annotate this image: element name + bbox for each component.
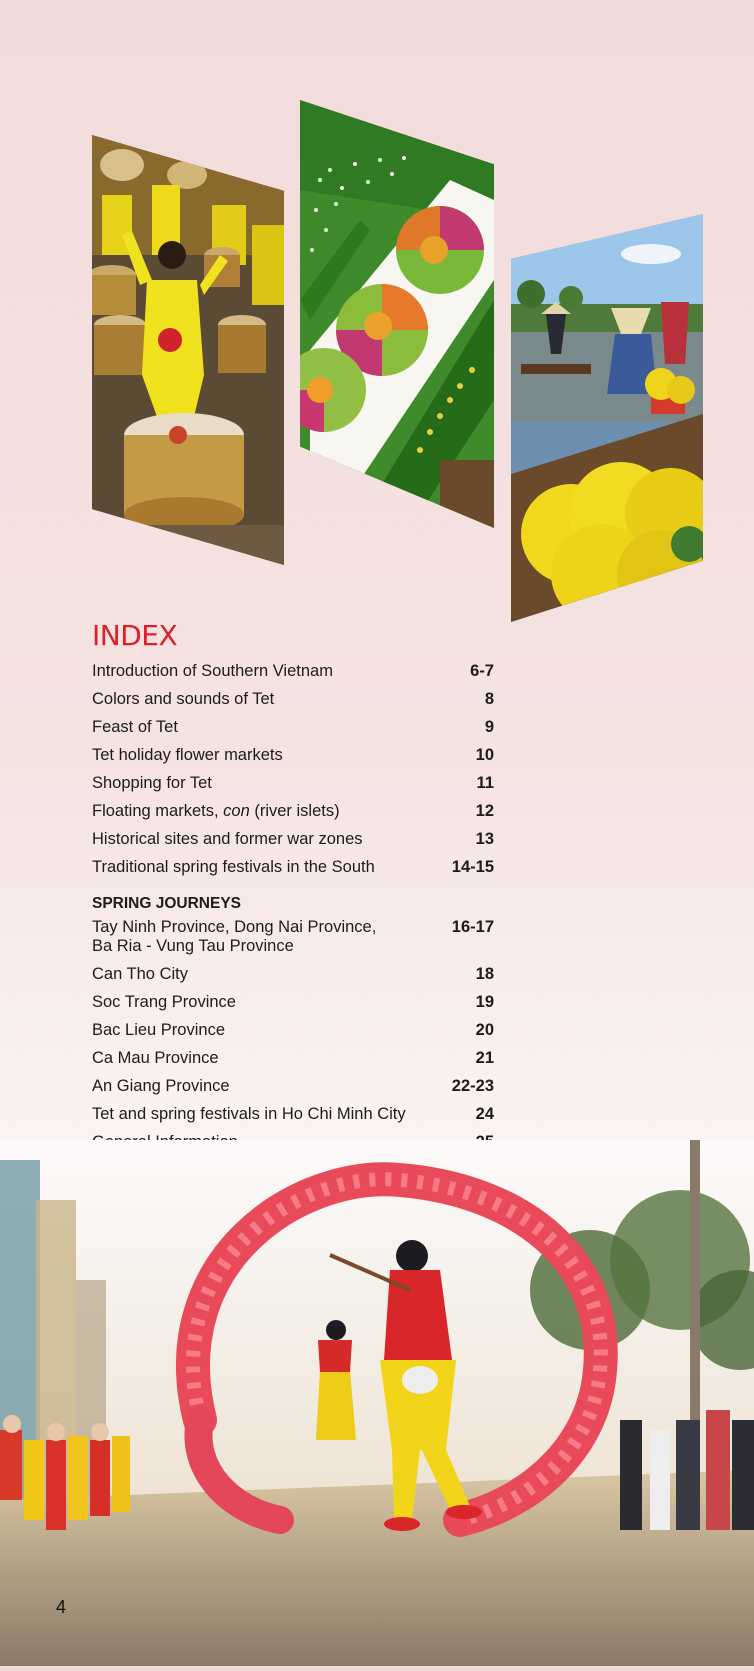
index-entry <box>92 774 494 793</box>
page-number: 4 <box>56 1597 67 1617</box>
entry-title: Ca Mau Province <box>92 1049 219 1067</box>
index-entry <box>92 662 494 681</box>
entry-title: Soc Trang Province <box>92 993 236 1011</box>
entry-title: Colors and sounds of Tet <box>92 690 275 708</box>
entry-pages: 6-7 <box>470 662 494 680</box>
entry-pages: 9 <box>484 718 494 736</box>
entry-title: Shopping for Tet <box>92 774 212 792</box>
entry-pages: 8 <box>484 690 494 708</box>
entry-title: Introduction of Southern Vietnam <box>92 662 333 680</box>
photo-sticky-rice-cakes <box>300 100 494 528</box>
entry-pages: 13 <box>475 830 494 848</box>
entry-title: Can Tho City <box>92 965 188 983</box>
index-entry <box>92 918 494 956</box>
index-entry <box>92 1105 494 1124</box>
photo-dragon-dance <box>0 1140 754 1666</box>
entry-pages: 14-15 <box>451 858 494 876</box>
entry-pages: 10 <box>475 746 494 764</box>
entry-pages: 11 <box>476 774 494 792</box>
entry-pages: 12 <box>475 802 494 820</box>
entry-title: Tet holiday flower markets <box>92 746 283 764</box>
entry-title: Historical sites and former war zones <box>92 830 363 848</box>
entry-title: An Giang Province <box>92 1077 230 1095</box>
photo-floating-market <box>511 214 703 622</box>
entry-pages: 18 <box>475 965 494 983</box>
entry-title: Tet and spring festivals in Ho Chi Minh City <box>92 1105 406 1123</box>
index-entry <box>92 746 494 765</box>
entry-title: Traditional spring festivals in the South <box>92 858 375 876</box>
entry-pages: 21 <box>475 1049 494 1067</box>
entry-pages: 19 <box>475 993 494 1011</box>
entry-pages: 24 <box>475 1105 494 1123</box>
index-entry <box>92 690 494 709</box>
entry-title <box>92 802 340 821</box>
index-entry <box>92 858 494 877</box>
index-heading: INDEX <box>92 619 178 652</box>
index-entry <box>92 1021 494 1040</box>
index-entry <box>92 830 494 849</box>
entry-pages: 22-23 <box>451 1077 494 1095</box>
photo-drum-performers <box>92 135 284 565</box>
entry-pages: 16-17 <box>451 918 494 936</box>
index-entry <box>92 993 494 1012</box>
entry-title: Bac Lieu Province <box>92 1021 225 1039</box>
entry-pages: 20 <box>475 1021 494 1039</box>
index-entry <box>92 718 494 737</box>
index-entry <box>92 1077 494 1096</box>
entry-title-post: (river islets) <box>249 802 340 820</box>
index-entry <box>92 965 494 984</box>
index-section <box>92 620 494 1161</box>
index-entry <box>92 1049 494 1068</box>
entry-title-pre: Floating markets, <box>92 802 224 820</box>
entry-title: Feast of Tet <box>92 718 178 736</box>
index-entry <box>92 802 494 821</box>
entry-title-line1: Tay Ninh Province, Dong Nai Province, <box>92 918 377 936</box>
entry-title-italic: con <box>223 802 250 820</box>
section-heading-spring-journeys: SPRING JOURNEYS <box>92 895 242 912</box>
entry-title-line2: Ba Ria - Vung Tau Province <box>92 937 294 955</box>
entry-title <box>92 918 376 956</box>
